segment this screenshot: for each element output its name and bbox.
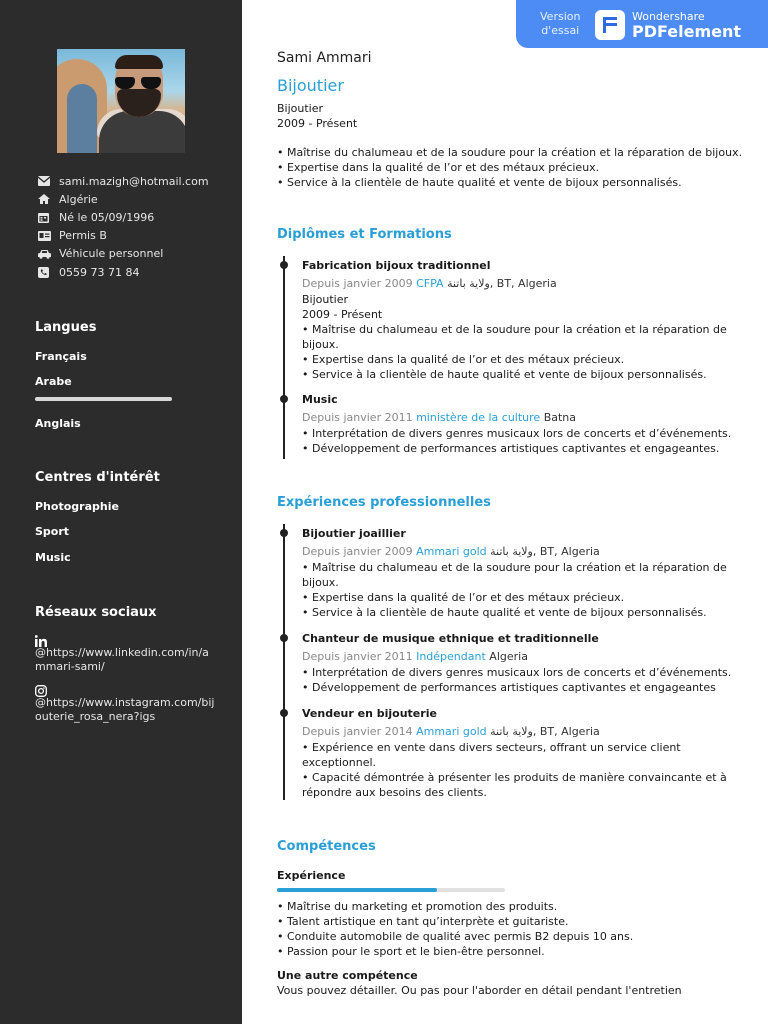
experience-timeline (283, 524, 285, 800)
entry-line: • Service à la clientèle de haute qualité et vente de bijoux personnalisés. (302, 606, 707, 619)
entry-line: • Interprétation de divers genres musicaux lors de concerts et d’événements. (302, 666, 732, 679)
entry-date: Depuis janvier 2009 (302, 545, 413, 558)
skill-level-bar (277, 888, 505, 892)
entry-org-link[interactable]: CFPA (416, 277, 444, 290)
contact-text: Permis B (59, 229, 107, 243)
interests-heading: Centres d'intérêt (35, 470, 160, 485)
profile-photo (57, 49, 185, 153)
contact-text: Né le 05/09/1996 (59, 210, 155, 224)
trial-watermark-badge (516, 0, 768, 48)
entry-meta (302, 410, 732, 426)
entry-line: • Capacité démontrée à présenter les produits de manière convaincante et à répondre aux besoins des clients. (302, 771, 727, 799)
header-period: 2009 - Présent (277, 117, 358, 130)
entry-line: • Développement de performances artistiques captivantes et engageantes (302, 681, 716, 694)
social-heading: Réseaux sociaux (35, 605, 157, 620)
entry-date: Depuis janvier 2009 (302, 277, 413, 290)
header-bullets (277, 145, 747, 190)
trial-version-label: Version d'essai (540, 10, 581, 37)
contact-phone[interactable] (38, 263, 209, 281)
phone-icon (38, 267, 59, 278)
experience-entry (302, 706, 732, 800)
entry-title: Fabrication bijoux traditionnel (302, 259, 491, 272)
linkedin-link[interactable]: @https://www.linkedin.com/in/ammari-sami/ (35, 646, 209, 673)
entry-title: Bijoutier joaillier (302, 527, 406, 540)
entry-meta (302, 276, 732, 292)
entry-meta (302, 544, 732, 560)
email-icon (38, 176, 59, 186)
skill-lines (277, 899, 737, 959)
entry-line: • Expérience en vente dans divers secteurs, offrant un service client exceptionnel. (302, 741, 681, 769)
entry-title: Chanteur de musique ethnique et traditionnelle (302, 632, 599, 645)
skill-name: Une autre compétence (277, 969, 418, 982)
entry-title: Vendeur en bijouterie (302, 707, 437, 720)
skill-name: Expérience (277, 869, 346, 882)
entry-line: Bijoutier (302, 293, 349, 306)
interest-item: Photographie (35, 500, 119, 513)
pdfelement-logo-icon (595, 10, 625, 40)
skill-description: Vous pouvez détailler. Ou pas pour l'aborder en détail pendant l'entretien (277, 984, 682, 997)
contact-text: 0559 73 71 84 (59, 265, 140, 279)
experience-heading: Expériences professionnelles (277, 495, 491, 510)
entry-location: Algeria (489, 650, 528, 663)
entry-date: Depuis janvier 2011 (302, 650, 413, 663)
timeline-dot (280, 261, 288, 269)
bullet-line: • Maîtrise du chalumeau et de la soudure pour la création et la réparation de bijoux. (277, 146, 743, 159)
bullet-line: • Expertise dans la qualité de l’or et des métaux précieux. (277, 161, 600, 174)
entry-location: ولاية باتنة, BT, Algeria (447, 277, 557, 290)
instagram-link[interactable]: @https://www.instagram.com/bijouterie_rosa_nera?igs (35, 696, 215, 723)
entry-meta (302, 724, 732, 740)
entry-org-link[interactable]: Indépendant (416, 650, 486, 663)
brand-main-label: PDFelement (632, 22, 742, 41)
brand-top-label: Wondershare (632, 10, 705, 23)
entry-location: ولاية باتنة, BT, Algeria (490, 545, 600, 558)
experience-entry (302, 631, 732, 695)
person-name: Sami Ammari (277, 50, 372, 66)
contact-text: sami.mazigh@hotmail.com (59, 174, 209, 188)
entry-line: • Interprétation de divers genres musicaux lors de concerts et d’événements. (302, 427, 732, 440)
language-item: Arabe (35, 375, 72, 388)
entry-line: 2009 - Présent (302, 308, 383, 321)
education-entry (302, 258, 732, 382)
contact-text: Véhicule personnel (59, 247, 164, 261)
entry-meta (302, 649, 732, 665)
interest-item: Sport (35, 525, 70, 538)
entry-org-link[interactable]: Ammari gold (416, 725, 487, 738)
languages-heading: Langues (35, 320, 97, 335)
header-subtitle: Bijoutier (277, 102, 324, 115)
contact-birthdate (38, 208, 209, 226)
timeline-dot (280, 395, 288, 403)
entry-line: • Développement de performances artistiques captivantes et engageantes. (302, 442, 720, 455)
entry-org-link[interactable]: ministère de la culture (416, 411, 541, 424)
contact-license (38, 227, 209, 245)
education-entry (302, 392, 732, 456)
job-title: Bijoutier (277, 76, 344, 95)
bullet-line: • Service à la clientèle de haute qualité et vente de bijoux personnalisés. (277, 176, 682, 189)
id-card-icon (38, 231, 59, 241)
entry-line: • Expertise dans la qualité de l’or et des métaux précieux. (302, 591, 625, 604)
education-timeline (283, 256, 285, 459)
language-item: Français (35, 350, 87, 363)
entry-line: • Service à la clientèle de haute qualité et vente de bijoux personnalisés. (302, 368, 707, 381)
skill-line: • Conduite automobile de qualité avec permis B2 depuis 10 ans. (277, 930, 634, 943)
contact-vehicle (38, 245, 209, 263)
entry-location: Batna (543, 411, 577, 424)
contact-country (38, 190, 209, 208)
calendar-icon (38, 212, 59, 223)
timeline-dot (280, 709, 288, 717)
skill-level-fill (277, 888, 437, 892)
entry-org-link[interactable]: Ammari gold (416, 545, 487, 558)
car-icon (38, 249, 59, 259)
timeline-dot (280, 634, 288, 642)
entry-date: Depuis janvier 2014 (302, 725, 413, 738)
entry-line: • Maîtrise du chalumeau et de la soudure pour la création et la réparation de bijoux. (302, 561, 727, 589)
sidebar (0, 0, 242, 1024)
contact-email[interactable] (38, 172, 209, 190)
entry-title: Music (302, 393, 338, 406)
skills-heading: Compétences (277, 839, 376, 854)
entry-location: ولاية باتنة, BT, Algeria (490, 725, 600, 738)
interest-item: Music (35, 551, 71, 564)
education-heading: Diplômes et Formations (277, 227, 452, 242)
language-level-bar (35, 397, 172, 401)
entry-line: • Maîtrise du chalumeau et de la soudure pour la création et la réparation de bijoux. (302, 323, 727, 351)
skill-line: • Passion pour le sport et le bien-être personnel. (277, 945, 545, 958)
skill-line: • Maîtrise du marketing et promotion des produits. (277, 900, 558, 913)
home-icon (38, 194, 59, 204)
skill-line: • Talent artistique en tant qu’interprète et guitariste. (277, 915, 569, 928)
contact-list (38, 172, 209, 281)
experience-entry (302, 526, 732, 620)
contact-text: Algérie (59, 192, 98, 206)
entry-date: Depuis janvier 2011 (302, 411, 413, 424)
entry-line: • Expertise dans la qualité de l’or et des métaux précieux. (302, 353, 625, 366)
language-item: Anglais (35, 417, 81, 430)
timeline-dot (280, 529, 288, 537)
